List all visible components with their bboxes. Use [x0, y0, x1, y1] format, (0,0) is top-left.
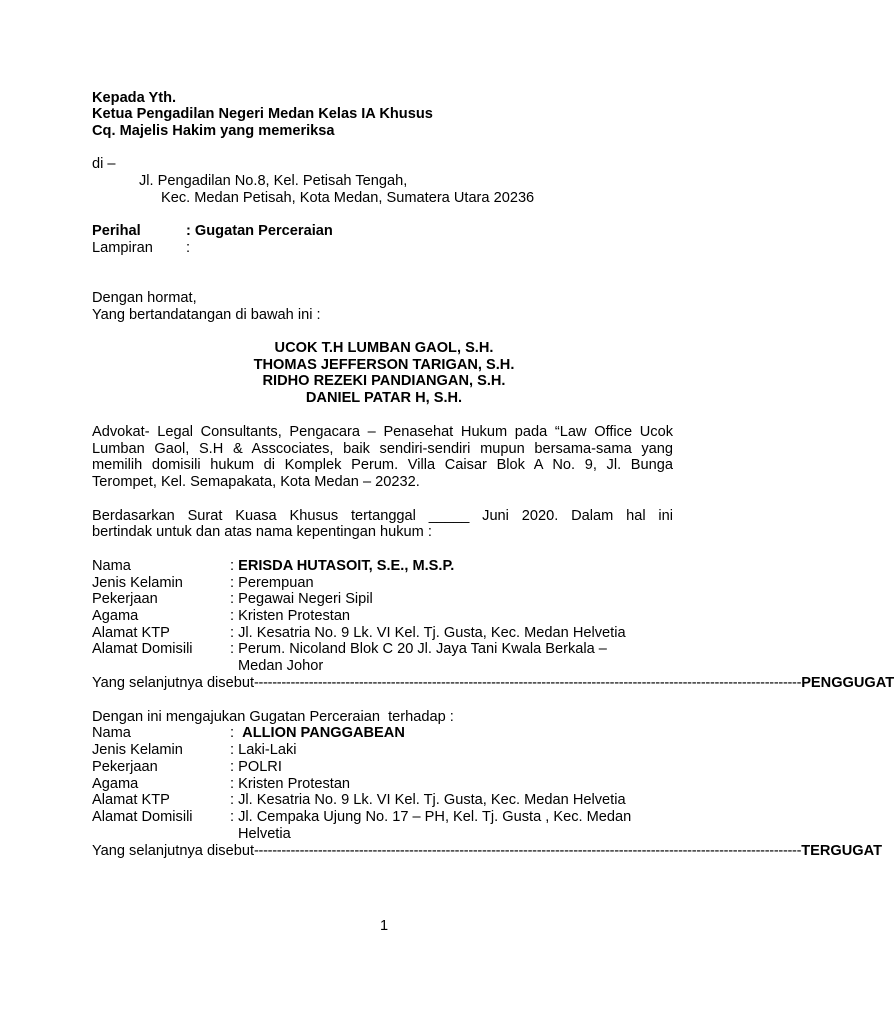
lampiran-label: Lampiran — [92, 240, 153, 256]
penggugat-pekerjaan-label: Pekerjaan — [92, 591, 158, 607]
perihal-label: Perihal — [92, 223, 141, 239]
penggugat-disebut-prefix: Yang selanjutnya disebut — [92, 675, 254, 691]
penggugat-role: PENGGUGAT — [801, 675, 894, 691]
advokat-line-4: Terompet, Kel. Semapakata, Kota Medan – 20232. — [92, 474, 420, 490]
penggugat-agama-label: Agama — [92, 608, 139, 624]
penggugat-pekerjaan-value: : Pegawai Negeri Sipil — [230, 591, 373, 607]
penggugat-agama-value: : Kristen Protestan — [230, 608, 351, 624]
lawyer-name-4: DANIEL PATAR H, S.H. — [305, 390, 463, 406]
tergugat-nama-colon: : — [230, 725, 243, 741]
tergugat-role: TERGUGAT — [801, 843, 882, 859]
tergugat-nama-name: ALLION PANGGABEAN — [242, 725, 405, 741]
lawyer-name-2: THOMAS JEFFERSON TARIGAN, S.H. — [253, 357, 515, 373]
tergugat-dash-leader: ------------------------------------------------------------------------------------------------------------------------ — [254, 843, 802, 859]
address-di: di – — [92, 156, 116, 172]
tergugat-jenis-kelamin-label: Jenis Kelamin — [92, 742, 183, 758]
greeting-line-2: Yang bertandatangan di bawah ini : — [92, 307, 321, 323]
greeting-line-1: Dengan hormat, — [92, 290, 197, 306]
penggugat-alamat-ktp-value: : Jl. Kesatria No. 9 Lk. VI Kel. Tj. Gusta, Kec. Medan Helvetia — [230, 625, 626, 641]
address-line-1: Jl. Pengadilan No.8, Kel. Petisah Tengah, — [139, 173, 408, 189]
tergugat-agama-label: Agama — [92, 776, 139, 792]
tergugat-pekerjaan-value: : POLRI — [230, 759, 282, 775]
penggugat-nama-colon: : — [230, 558, 239, 574]
penggugat-nama-label: Nama — [92, 558, 131, 574]
tergugat-intro: Dengan ini mengajukan Gugatan Perceraian terhadap : — [92, 709, 454, 725]
perihal-value: : Gugatan Perceraian — [186, 223, 333, 239]
tergugat-alamat-ktp-label: Alamat KTP — [92, 792, 170, 808]
penggugat-alamat-domisili-label: Alamat Domisili — [92, 641, 193, 657]
penggugat-dash-leader: ------------------------------------------------------------------------------------------------------------------------ — [254, 675, 802, 691]
tergugat-alamat-domisili-label: Alamat Domisili — [92, 809, 193, 825]
tergugat-agama-value: : Kristen Protestan — [230, 776, 351, 792]
advokat-line-1: Advokat- Legal Consultants, Pengacara – Penasehat Hukum pada “Law Office Ucok — [92, 424, 673, 440]
tergugat-alamat-domisili-continuation: Helvetia — [238, 826, 291, 842]
lawyer-name-1: UCOK T.H LUMBAN GAOL, S.H. — [274, 340, 494, 356]
tergugat-nama-label: Nama — [92, 725, 131, 741]
tergugat-pekerjaan-label: Pekerjaan — [92, 759, 158, 775]
advokat-line-3: memilih domisili hukum di Komplek Perum. Villa Caisar Blok A No. 9, Jl. Bunga — [92, 457, 673, 473]
recipient-line-3: Cq. Majelis Hakim yang memeriksa — [92, 123, 335, 139]
penggugat-alamat-domisili-continuation: Medan Johor — [238, 658, 324, 674]
surat-kuasa-line-2: bertindak untuk dan atas nama kepentingan hukum : — [92, 524, 432, 540]
penggugat-disebut-line — [92, 675, 894, 692]
penggugat-jenis-kelamin-value: : Perempuan — [230, 575, 314, 591]
lampiran-value: : — [186, 240, 191, 256]
recipient-line-1: Kepada Yth. — [92, 90, 177, 106]
advokat-line-2: Lumban Gaol, S.H & Asscociates, baik sendiri-sendiri mupun bersama-sama yang — [92, 441, 673, 457]
tergugat-jenis-kelamin-value: : Laki-Laki — [230, 742, 297, 758]
penggugat-alamat-domisili-value: : Perum. Nicoland Blok C 20 Jl. Jaya Tani Kwala Berkala – — [230, 641, 607, 657]
address-line-2: Kec. Medan Petisah, Kota Medan, Sumatera Utara 20236 — [161, 190, 535, 206]
penggugat-alamat-ktp-label: Alamat KTP — [92, 625, 170, 641]
tergugat-nama-value — [230, 725, 405, 742]
tergugat-disebut-prefix: Yang selanjutnya disebut — [92, 843, 254, 859]
lawyer-name-3: RIDHO REZEKI PANDIANGAN, S.H. — [262, 373, 506, 389]
penggugat-nama-value — [230, 558, 454, 575]
penggugat-nama-name: ERISDA HUTASOIT, S.E., M.S.P. — [238, 558, 455, 574]
tergugat-disebut-line — [92, 843, 882, 860]
surat-kuasa-line-1: Berdasarkan Surat Kuasa Khusus tertanggal _____ Juni 2020. Dalam hal ini — [92, 508, 673, 524]
tergugat-alamat-ktp-value: : Jl. Kesatria No. 9 Lk. VI Kel. Tj. Gusta, Kec. Medan Helvetia — [230, 792, 626, 808]
penggugat-jenis-kelamin-label: Jenis Kelamin — [92, 575, 183, 591]
tergugat-alamat-domisili-value: : Jl. Cempaka Ujung No. 17 – PH, Kel. Tj. Gusta , Kec. Medan — [230, 809, 632, 825]
page-number: 1 — [379, 918, 389, 934]
recipient-line-2: Ketua Pengadilan Negeri Medan Kelas IA Khusus — [92, 106, 433, 122]
